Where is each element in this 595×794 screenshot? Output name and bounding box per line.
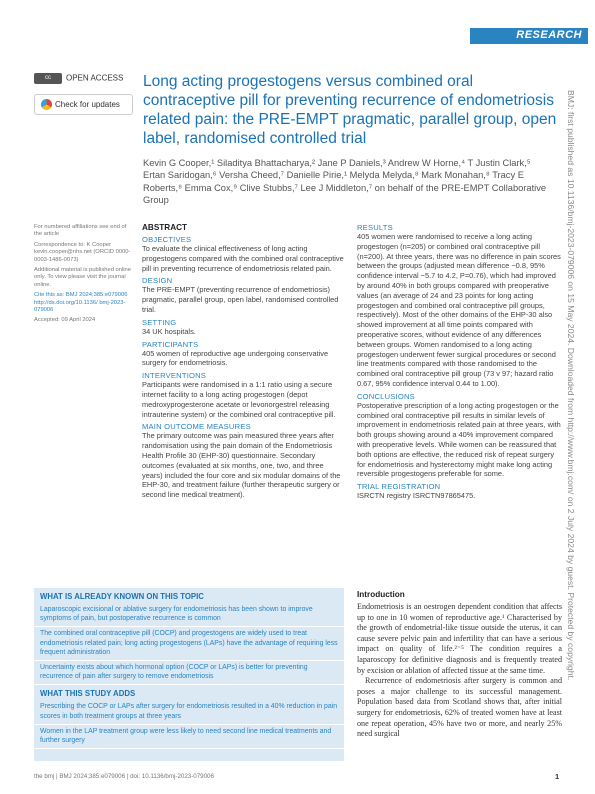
- summary-box: [34, 588, 344, 761]
- crossmark-icon: [41, 99, 52, 110]
- conclusions-heading: CONCLUSIONS: [357, 391, 415, 401]
- introduction: [357, 590, 562, 740]
- outcome-heading: MAIN OUTCOME MEASURES: [142, 422, 251, 432]
- section-banner: [470, 28, 588, 44]
- outcome-text: The primary outcome was pain measured three years after randomisation using the pain domain of the Endometriosis Health Profile 30 (EHP-30) questionnaire. Secondary outcomes (evaluated at six months, one, two, and three years) included the four core and six modular domains of the EHP-30, and treatment failure (further therapeutic surgery or second line medical treatment).: [142, 431, 341, 500]
- abstract-heading: ABSTRACT: [142, 223, 188, 232]
- affiliation-note: For numbered affiliations see end of the article: [34, 224, 127, 238]
- conclusions-text: Postoperative prescription of a long acting progestogen or the combined oral contraceptive pill results in similar levels of improvement in endometriosis related pain at three years, with both groups showing around a 40% improvement compared with preoperative levels. While women can be reassured that both options are effective, the reduced risk of repeat surgery for endometriosis and hysterectomy might make long acting reversible progestogens preferable for some.: [357, 400, 561, 479]
- introduction-heading: Introduction: [357, 590, 405, 599]
- article-title: Long acting progestogens versus combined oral contraceptive pill for preventing recurrence of endometriosis related pain: the PRE-EMPT pragmatic, parallel group, open label, randomised controlled trial: [143, 73, 557, 147]
- abstract-left-column: [142, 223, 344, 500]
- design-text: The PRE-EMPT (preventing recurrence of endometriosis) pragmatic, parallel group, open label, randomised controlled trial.: [142, 285, 339, 314]
- participants-text: 405 women of reproductive age undergoing conservative surgery for endometriosis.: [142, 348, 329, 368]
- registration-text: ISRCTN registry ISRCTN97865475.: [357, 491, 476, 501]
- accepted-date: Accepted: 09 April 2024: [34, 317, 96, 324]
- adds-heading: WHAT THIS STUDY ADDS: [40, 689, 136, 699]
- open-access-label: OPEN ACCESS: [66, 73, 124, 83]
- known-item: Laparoscopic excisional or ablative surgery for endometriosis has been shown to improve symptoms of pain, but postoperative recurrence is common: [34, 603, 344, 627]
- article-info: [34, 224, 134, 328]
- page-footer: the bmj | BMJ 2024;385:e079006 | doi: 10.1136/bmj-2023-079006: [34, 773, 214, 780]
- participants-heading: PARTICIPANTS: [142, 339, 199, 349]
- check-updates-button[interactable]: [34, 94, 133, 115]
- download-sidebar: [568, 90, 582, 720]
- adds-item: Women in the LAP treatment group were less likely to need second line medical treatments and further surgery: [34, 725, 344, 749]
- open-access-badge[interactable]: [34, 73, 139, 87]
- adds-item: Prescribing the COCP or LAPs after surgery for endometriosis resulted in a 40% reduction in pain scores in both treatment groups at three years: [34, 700, 344, 724]
- results-text: 405 women were randomised to receive a long acting progestogen (n=205) or combined oral contraceptive pill (n=200). At three years, there was no difference in pain scores between the groups (adjusted mean difference −0.8, 95% confidence interval −5.7 to 4.2, P=0.76), which had improved by around 40% in both groups compared with preoperative values (an average of 24 and 23 points for long acting progestogen and combined oral contraceptive pill groups, respectively). Most of the other domains of the EHP-30 also showed improvement at all time points compared with preoperative scores, without evidence of any differences between groups. Women randomised to a long acting progestogen underwent fewer surgical procedures or second line treatments compared with those randomised to the combined oral contraceptive pill group (73 v 97; hazard ratio 0.67, 95% confidence interval 0.44 to 1.00).: [357, 232, 561, 388]
- correspondence[interactable]: Correspondence to: K Cooper kevin.cooper@nhs.net (ORCID 0000-0003-1486-0073): [34, 241, 131, 263]
- objectives-heading: OBJECTIVES: [142, 235, 192, 244]
- additional-material-note: Additional material is published online only. To view please visit the journal online.: [34, 267, 131, 288]
- citation[interactable]: Cite this as: BMJ 2024;385:e079006 http://dx.doi.org/10.1136/ bmj-2023-079006: [34, 292, 128, 314]
- abstract-right-column: [357, 223, 562, 501]
- objectives-text: To evaluate the clinical effectiveness of long acting progestogens compared with the combined oral contraceptive pill in preventing recurrence of endometriosis related pain.: [142, 244, 344, 273]
- introduction-paragraph: Recurrence of endometriosis after surgery is common and poses a major challenge to its successful management. Population based data from Scotland shows that, after initial surgery for endometriosis, 62% of treated women have at least one repeat operation, 45% have two or more, and nearly 25% need surgical: [357, 676, 562, 739]
- design-heading: DESIGN: [142, 276, 173, 286]
- creative-commons-icon: cc: [34, 73, 62, 84]
- author-list: Kevin G Cooper,¹ Siladitya Bhattacharya,² Jane P Daniels,³ Andrew W Horne,⁴ T Justin Clark,⁵ Ertan Saridogan,⁶ Versha Cheed,⁷ Danielle Pirie,¹ Melyda Melyda,⁸ Mark Monahan,⁸ Tracy E Roberts,⁸ Emma Cox,⁹ Clive Stubbs,⁷ Lee J Middleton,⁷ on behalf of the PRE-EMPT Collaborative Group: [143, 158, 547, 206]
- interventions-heading: INTERVENTIONS: [142, 371, 207, 381]
- interventions-text: Participants were randomised in a 1:1 ratio using a secure internet facility to a long acting progestogen (depot medroxyprogesterone acetate or levonorgestrel releasing intrauterine system) or the combined oral contraceptive pill.: [142, 380, 336, 419]
- page-number: 1: [555, 772, 560, 781]
- setting-heading: SETTING: [142, 317, 177, 327]
- sidebar-text: BMJ: first published as 10.1136/bmj-2023-079006 on 15 May 2024. Downloaded from http://www.bmj.com/ on 2 July 2024 by guest. Protected by copyright.: [566, 90, 576, 681]
- registration-heading: TRIAL REGISTRATION: [357, 482, 441, 492]
- results-heading: RESULTS: [357, 223, 393, 232]
- check-updates-label: Check for updates: [55, 100, 120, 109]
- introduction-paragraph: Endometriosis is an oestrogen dependent condition that affects up to one in 10 women of reproductive age.¹ Characterised by the growth of endometrial-like tissue outside the uterus, it can cause severe pelvic pain and infertility that can have a serious impact on quality of life.²⁻⁵ The condition requires a laparoscopy for definitive diagnosis and is frequently treated by excision or ablation of affected tissue at the same time.: [357, 602, 562, 675]
- known-heading: WHAT IS ALREADY KNOWN ON THIS TOPIC: [40, 592, 204, 601]
- setting-text: 34 UK hospitals.: [142, 326, 196, 336]
- known-item: The combined oral contraceptive pill (COCP) and progestogens are widely used to treat endometriosis related pain; long acting progestogens (LAPs) have the advantage of requiring less frequent administration: [34, 627, 344, 661]
- banner-label: RESEARCH: [516, 29, 582, 41]
- known-item: Uncertainty exists about which hormonal option (COCP or LAPs) is better for preventing recurrence of pain after surgery to remove endometriosis: [34, 661, 344, 685]
